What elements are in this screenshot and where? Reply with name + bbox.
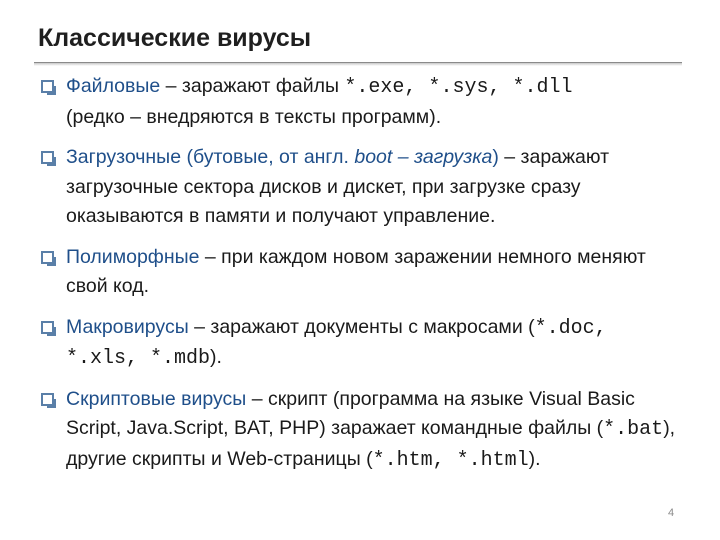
title-divider-shadow <box>34 63 682 66</box>
bullet-term-translation: boot – загрузка <box>354 146 493 168</box>
bullet-text: ). <box>528 447 541 470</box>
file-extensions: *.bat <box>603 418 664 441</box>
file-extensions: *.htm, *.html <box>372 448 529 472</box>
square-bullet-icon <box>41 393 54 406</box>
bullet-text: (редко – внедряются в тексты программ). <box>66 105 442 128</box>
file-extensions: *.doc, *.xls, *.mdb <box>66 316 607 370</box>
bullet-text: – заражают загрузочные сектора дисков и дискет, при загрузке сразу оказываются в памяти и получают управление. <box>66 146 610 227</box>
bullet-term: Загрузочные (бутовые, от англ. <box>66 146 355 168</box>
bullet-term: Макровирусы <box>66 315 189 338</box>
square-bullet-icon <box>41 251 54 264</box>
bullet-macro-viruses <box>40 313 690 374</box>
bullet-text: – заражают файлы <box>160 75 345 97</box>
bullet-boot-viruses <box>40 143 690 232</box>
bullet-polymorphic-viruses <box>40 243 690 302</box>
bullet-text: – заражают документы с макросами ( <box>188 315 535 338</box>
slide-title: Классические вирусы <box>38 24 312 52</box>
file-extensions: *.exe, *.sys, *.dll <box>344 76 573 99</box>
square-bullet-icon <box>41 321 54 334</box>
bullet-script-viruses <box>40 385 690 476</box>
bullet-term: Скриптовые вирусы <box>66 387 247 410</box>
bullet-text: – скрипт (программа на языке Visual Basic Script, Java.Script, BAT, PHP) заражает командные файлы ( <box>66 387 635 439</box>
bullet-term: Файловые <box>66 75 161 97</box>
page-number: 4 <box>668 507 675 519</box>
bullet-list <box>40 72 690 486</box>
bullet-file-viruses <box>40 72 690 132</box>
bullet-text: – при каждом новом заражении немного меняют свой код. <box>66 245 646 297</box>
square-bullet-icon <box>41 151 54 164</box>
square-bullet-icon <box>41 80 54 93</box>
bullet-term: ) <box>492 146 499 168</box>
bullet-term: Полиморфные <box>66 245 200 268</box>
bullet-text: ), другие скрипты и Web-страницы ( <box>66 417 676 470</box>
bullet-text: ). <box>210 346 222 368</box>
